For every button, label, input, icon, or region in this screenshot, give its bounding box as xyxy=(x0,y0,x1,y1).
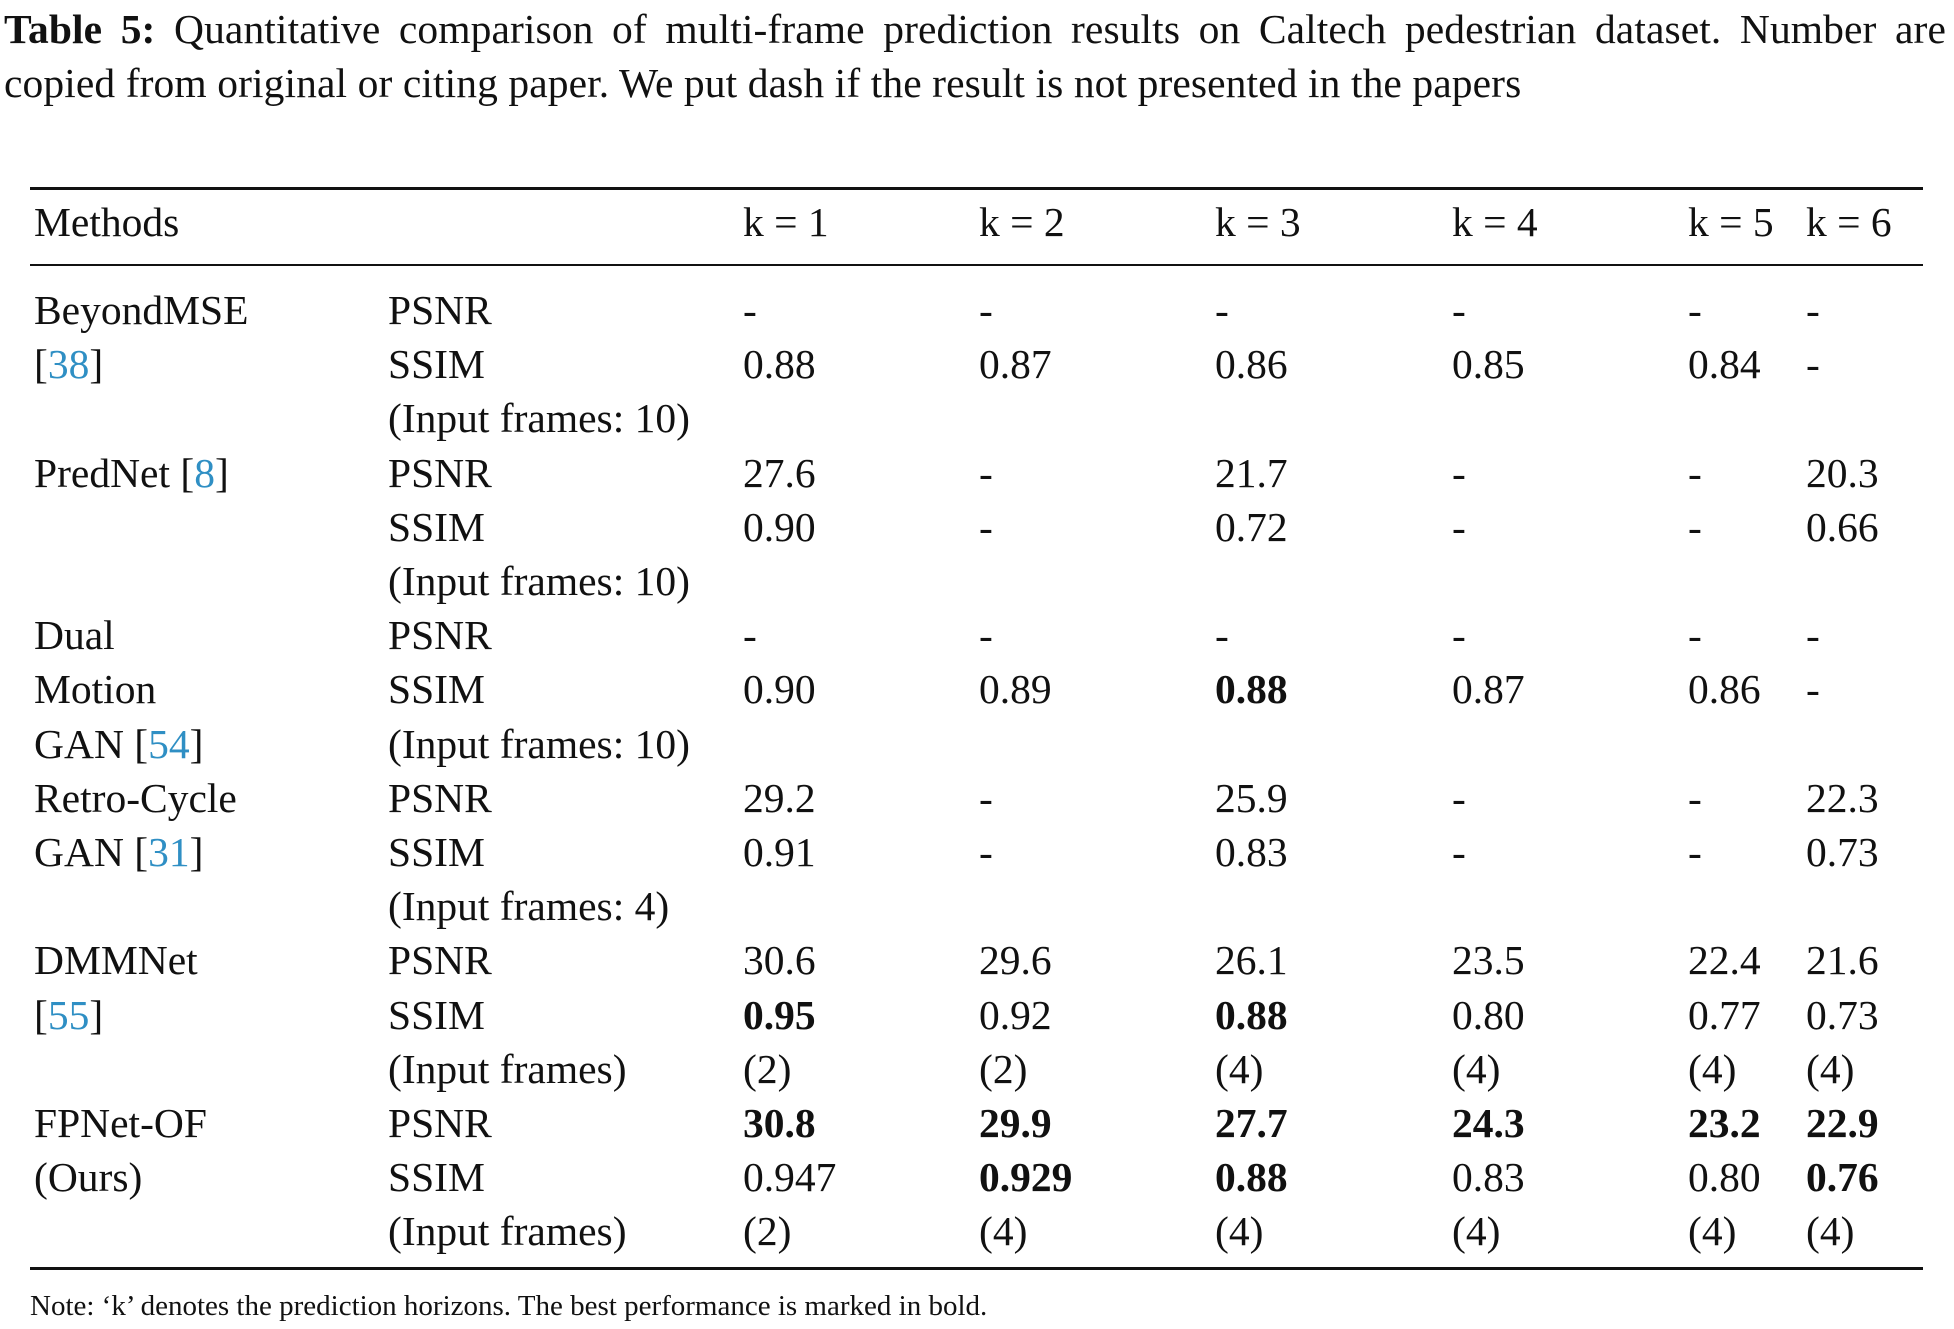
citation-link[interactable]: 8 xyxy=(194,450,215,496)
cell-r1-k4 xyxy=(1452,337,1525,391)
cell-r3-metric xyxy=(388,446,492,500)
header-k5: k = 5 xyxy=(1688,199,1774,245)
cell-text: FPNet-OF xyxy=(34,1100,207,1146)
cell-text: [ xyxy=(34,341,48,387)
cell-text: 0.90 xyxy=(743,504,816,550)
citation-link[interactable]: 54 xyxy=(148,721,190,767)
cell-r7-k6 xyxy=(1806,662,1820,716)
cell-text: 20.3 xyxy=(1806,450,1879,496)
cell-r14-k2 xyxy=(979,1042,1027,1096)
cell-r6-k3 xyxy=(1215,608,1229,662)
caption-text: Quantitative comparison of multi-frame prediction results on Caltech pedestrian dataset. Number are copied from original or citing paper. We put dash if the result is not presented in the papers xyxy=(4,6,1946,106)
cell-r2-metric xyxy=(388,391,690,445)
cell-r3-k3 xyxy=(1215,446,1288,500)
cell-r3-k5 xyxy=(1688,446,1702,500)
cell-r13-k4 xyxy=(1452,988,1525,1042)
cell-text: 0.947 xyxy=(743,1154,837,1200)
cell-text: SSIM xyxy=(388,341,485,387)
cell-r4-k6 xyxy=(1806,500,1879,554)
cell-text: - xyxy=(1688,287,1702,333)
cell-text: (Input frames: 10) xyxy=(388,558,690,604)
cell-r3-k4 xyxy=(1452,446,1466,500)
cell-r13-metric xyxy=(388,988,485,1042)
cell-r7-k5 xyxy=(1688,662,1761,716)
cell-r15-k5 xyxy=(1688,1096,1761,1150)
cell-r13-method xyxy=(34,988,103,1042)
cell-r15-metric xyxy=(388,1096,492,1150)
cell-r14-k4 xyxy=(1452,1042,1500,1096)
cell-text-suffix: ] xyxy=(189,721,204,767)
cell-text: 25.9 xyxy=(1215,775,1288,821)
cell-r12-k4 xyxy=(1452,933,1525,987)
cell-r14-k6 xyxy=(1806,1042,1854,1096)
header-k4: k = 4 xyxy=(1452,199,1538,245)
cell-text: 0.73 xyxy=(1806,992,1879,1038)
cell-text: 0.89 xyxy=(979,666,1052,712)
cell-text: SSIM xyxy=(388,1154,485,1200)
header-k1: k = 1 xyxy=(743,199,829,245)
cell-text: 0.76 xyxy=(1806,1154,1879,1200)
cell-r12-k1 xyxy=(743,933,816,987)
cell-r16-k1 xyxy=(743,1150,836,1204)
cell-r12-metric xyxy=(388,933,492,987)
cell-text: 0.90 xyxy=(743,666,816,712)
cell-r6-k1 xyxy=(743,608,757,662)
cell-text: - xyxy=(979,775,993,821)
cell-text: 27.7 xyxy=(1215,1100,1288,1146)
cell-r13-k5 xyxy=(1688,988,1761,1042)
cell-r10-k4 xyxy=(1452,825,1466,879)
citation-link[interactable]: 55 xyxy=(47,992,90,1038)
cell-text: 30.8 xyxy=(743,1100,816,1146)
header-method: Methods xyxy=(34,199,180,245)
cell-text: (4) xyxy=(1452,1046,1501,1092)
cell-r3-k6 xyxy=(1806,446,1879,500)
cell-text: - xyxy=(979,504,993,550)
cell-text: 22.4 xyxy=(1688,937,1761,983)
cell-text: 0.66 xyxy=(1806,504,1879,550)
cell-r1-k3 xyxy=(1215,337,1288,391)
cell-r12-k2 xyxy=(979,933,1052,987)
cell-r0-k2 xyxy=(979,283,993,337)
cell-text: - xyxy=(1215,612,1229,658)
cell-text: 0.87 xyxy=(1452,666,1525,712)
cell-r1-method xyxy=(34,337,103,391)
cell-text: SSIM xyxy=(388,666,485,712)
cell-r4-k1 xyxy=(743,500,816,554)
cell-r16-k4 xyxy=(1452,1150,1525,1204)
cell-text: 23.2 xyxy=(1688,1100,1761,1146)
cell-r13-k3 xyxy=(1215,988,1288,1042)
cell-r5-metric xyxy=(388,554,690,608)
cell-text: - xyxy=(1452,450,1466,496)
cell-r9-k3 xyxy=(1215,771,1288,825)
cell-text: Motion xyxy=(34,666,157,712)
cell-text: PSNR xyxy=(388,612,492,658)
cell-r0-k4 xyxy=(1452,283,1466,337)
cell-text: 0.91 xyxy=(743,829,816,875)
cell-r11-metric xyxy=(388,879,669,933)
cell-text: 21.7 xyxy=(1215,450,1288,496)
cell-r12-k3 xyxy=(1215,933,1288,987)
cell-text: - xyxy=(1688,829,1702,875)
cell-text: - xyxy=(979,450,993,496)
cell-r6-k5 xyxy=(1688,608,1702,662)
header-k2: k = 2 xyxy=(979,199,1065,245)
cell-r15-k1 xyxy=(743,1096,816,1150)
cell-r0-k6 xyxy=(1806,283,1820,337)
cell-text: - xyxy=(1806,612,1820,658)
cell-r10-method xyxy=(34,825,203,879)
cell-r17-k4 xyxy=(1452,1204,1500,1258)
cell-text: 24.3 xyxy=(1452,1100,1525,1146)
cell-text: 23.5 xyxy=(1452,937,1525,983)
cell-text: BeyondMSE xyxy=(34,287,249,333)
cell-text: 0.83 xyxy=(1215,829,1288,875)
cell-text: - xyxy=(1452,775,1466,821)
cell-text: - xyxy=(979,287,993,333)
cell-text: PSNR xyxy=(388,1100,492,1146)
cell-r15-method xyxy=(34,1096,207,1150)
cell-text: 22.3 xyxy=(1806,775,1879,821)
cell-r7-metric xyxy=(388,662,485,716)
cell-r7-k2 xyxy=(979,662,1052,716)
cell-r15-k6 xyxy=(1806,1096,1879,1150)
cell-text: (4) xyxy=(1688,1208,1737,1254)
cell-r15-k2 xyxy=(979,1096,1052,1150)
cell-r1-metric xyxy=(388,337,485,391)
cell-r8-method xyxy=(34,717,203,771)
cell-text: 0.80 xyxy=(1452,992,1525,1038)
cell-text: 29.6 xyxy=(979,937,1052,983)
cell-text: 0.95 xyxy=(743,992,816,1038)
cell-r3-method xyxy=(34,446,229,500)
cell-r16-method xyxy=(34,1150,142,1204)
cell-text: - xyxy=(1806,287,1820,333)
cell-text: 21.6 xyxy=(1806,937,1879,983)
cell-text-suffix: ] xyxy=(89,341,104,387)
cell-text: 0.88 xyxy=(743,341,816,387)
cell-r17-k3 xyxy=(1215,1204,1263,1258)
cell-text: - xyxy=(1452,829,1466,875)
cell-text: - xyxy=(743,612,757,658)
cell-r7-method xyxy=(34,662,156,716)
cell-r16-k2 xyxy=(979,1150,1072,1204)
cell-r14-k1 xyxy=(743,1042,791,1096)
cell-r13-k1 xyxy=(743,988,816,1042)
citation-link[interactable]: 31 xyxy=(148,829,190,875)
cell-text: 0.87 xyxy=(979,341,1052,387)
citation-link[interactable]: 38 xyxy=(47,341,90,387)
cell-text: - xyxy=(1688,504,1702,550)
cell-r12-k6 xyxy=(1806,933,1879,987)
cell-text: (Input frames: 4) xyxy=(388,883,670,929)
cell-r0-k3 xyxy=(1215,283,1229,337)
cell-text: (4) xyxy=(1806,1208,1855,1254)
cell-r0-k1 xyxy=(743,283,757,337)
cell-r1-k6 xyxy=(1806,337,1820,391)
cell-r16-k3 xyxy=(1215,1150,1288,1204)
cell-text: 29.9 xyxy=(979,1100,1052,1146)
cell-text: 26.1 xyxy=(1215,937,1288,983)
cell-r9-k5 xyxy=(1688,771,1702,825)
cell-r3-k2 xyxy=(979,446,993,500)
cell-text: Retro-Cycle xyxy=(34,775,237,821)
table-note: Note: ‘k’ denotes the prediction horizons. The best performance is marked in bold. xyxy=(30,1290,988,1322)
table-bottom-rule xyxy=(30,1267,1923,1270)
cell-text: (Input frames: 10) xyxy=(388,721,690,767)
cell-r15-k4 xyxy=(1452,1096,1525,1150)
cell-r13-k6 xyxy=(1806,988,1879,1042)
cell-text: 0.929 xyxy=(979,1154,1073,1200)
cell-text: 0.86 xyxy=(1215,341,1288,387)
cell-r17-metric xyxy=(388,1204,627,1258)
cell-text: (2) xyxy=(743,1208,792,1254)
cell-r9-metric xyxy=(388,771,492,825)
cell-r14-k3 xyxy=(1215,1042,1263,1096)
cell-text: - xyxy=(979,612,993,658)
cell-text: [ xyxy=(34,992,48,1038)
cell-r10-k3 xyxy=(1215,825,1288,879)
cell-r14-k5 xyxy=(1688,1042,1736,1096)
cell-text: PSNR xyxy=(388,775,492,821)
cell-r3-k1 xyxy=(743,446,816,500)
cell-text: Dual xyxy=(34,612,115,658)
cell-r17-k1 xyxy=(743,1204,791,1258)
cell-text: (4) xyxy=(1688,1046,1737,1092)
cell-text: 0.73 xyxy=(1806,829,1879,875)
cell-text: (Input frames) xyxy=(388,1208,627,1254)
cell-text: (4) xyxy=(1452,1208,1501,1254)
cell-text: 0.92 xyxy=(979,992,1052,1038)
cell-text: - xyxy=(979,829,993,875)
cell-text: (4) xyxy=(1215,1208,1264,1254)
cell-text: SSIM xyxy=(388,829,485,875)
header-k6: k = 6 xyxy=(1806,199,1892,245)
cell-r6-k4 xyxy=(1452,608,1466,662)
cell-text: (4) xyxy=(1215,1046,1264,1092)
cell-text: 0.85 xyxy=(1452,341,1525,387)
cell-r9-k6 xyxy=(1806,771,1879,825)
cell-text: 0.84 xyxy=(1688,341,1761,387)
cell-text: - xyxy=(1806,341,1820,387)
cell-text: (Ours) xyxy=(34,1154,143,1200)
cell-text: - xyxy=(1452,287,1466,333)
cell-r0-k5 xyxy=(1688,283,1702,337)
cell-text: SSIM xyxy=(388,992,485,1038)
cell-text: - xyxy=(1688,612,1702,658)
cell-r7-k4 xyxy=(1452,662,1525,716)
cell-r17-k5 xyxy=(1688,1204,1736,1258)
cell-text: - xyxy=(1806,666,1820,712)
cell-text: 0.83 xyxy=(1452,1154,1525,1200)
cell-text: 0.86 xyxy=(1688,666,1761,712)
cell-r4-k3 xyxy=(1215,500,1288,554)
cell-text: 22.9 xyxy=(1806,1100,1879,1146)
cell-r1-k5 xyxy=(1688,337,1761,391)
cell-text: - xyxy=(743,287,757,333)
cell-text: 27.6 xyxy=(743,450,816,496)
cell-text: GAN [ xyxy=(34,721,149,767)
cell-text: (2) xyxy=(743,1046,792,1092)
cell-r10-k1 xyxy=(743,825,816,879)
cell-r15-k3 xyxy=(1215,1096,1288,1150)
cell-r10-k2 xyxy=(979,825,993,879)
table-top-rule xyxy=(30,187,1923,190)
cell-r9-k1 xyxy=(743,771,816,825)
header-k3: k = 3 xyxy=(1215,199,1301,245)
cell-text: 0.88 xyxy=(1215,666,1288,712)
cell-text-suffix: ] xyxy=(189,829,204,875)
cell-text: 30.6 xyxy=(743,937,816,983)
cell-text: 0.77 xyxy=(1688,992,1761,1038)
cell-r1-k2 xyxy=(979,337,1052,391)
cell-r10-metric xyxy=(388,825,485,879)
cell-r4-k4 xyxy=(1452,500,1466,554)
cell-text: (2) xyxy=(979,1046,1028,1092)
cell-r4-metric xyxy=(388,500,485,554)
cell-r13-k2 xyxy=(979,988,1052,1042)
table-header-rule xyxy=(30,264,1923,266)
cell-r10-k5 xyxy=(1688,825,1702,879)
table-caption xyxy=(4,2,1946,110)
cell-r9-k2 xyxy=(979,771,993,825)
cell-r9-method xyxy=(34,771,237,825)
cell-text: PSNR xyxy=(388,287,492,333)
cell-text: (Input frames) xyxy=(388,1046,627,1092)
cell-text: SSIM xyxy=(388,504,485,550)
cell-r12-method xyxy=(34,933,198,987)
cell-text: PSNR xyxy=(388,937,492,983)
cell-text-suffix: ] xyxy=(89,992,104,1038)
cell-r14-metric xyxy=(388,1042,627,1096)
cell-r7-k3 xyxy=(1215,662,1288,716)
cell-r10-k6 xyxy=(1806,825,1879,879)
cell-text: 0.88 xyxy=(1215,992,1288,1038)
cell-text: 0.88 xyxy=(1215,1154,1288,1200)
cell-text: - xyxy=(1688,450,1702,496)
cell-r8-metric xyxy=(388,717,690,771)
cell-text: (Input frames: 10) xyxy=(388,395,690,441)
cell-r16-metric xyxy=(388,1150,485,1204)
caption-label: Table 5: xyxy=(4,6,156,52)
cell-text: (4) xyxy=(1806,1046,1855,1092)
cell-r6-k6 xyxy=(1806,608,1820,662)
cell-r16-k5 xyxy=(1688,1150,1761,1204)
cell-r0-metric xyxy=(388,283,492,337)
cell-text: 0.72 xyxy=(1215,504,1288,550)
cell-text: 0.80 xyxy=(1688,1154,1761,1200)
cell-text: PredNet [ xyxy=(34,450,195,496)
cell-r16-k6 xyxy=(1806,1150,1879,1204)
cell-text: - xyxy=(1215,287,1229,333)
cell-text: (4) xyxy=(979,1208,1028,1254)
cell-r6-k2 xyxy=(979,608,993,662)
cell-r12-k5 xyxy=(1688,933,1761,987)
cell-text: - xyxy=(1452,612,1466,658)
cell-r17-k2 xyxy=(979,1204,1027,1258)
cell-r4-k5 xyxy=(1688,500,1702,554)
cell-text: PSNR xyxy=(388,450,492,496)
cell-text: - xyxy=(1452,504,1466,550)
cell-text: 29.2 xyxy=(743,775,816,821)
cell-r4-k2 xyxy=(979,500,993,554)
cell-r7-k1 xyxy=(743,662,816,716)
cell-text: - xyxy=(1688,775,1702,821)
cell-text: GAN [ xyxy=(34,829,149,875)
cell-text: DMMNet xyxy=(34,937,198,983)
cell-r1-k1 xyxy=(743,337,816,391)
cell-r6-method xyxy=(34,608,115,662)
cell-r9-k4 xyxy=(1452,771,1466,825)
cell-r0-method xyxy=(34,283,248,337)
cell-text-suffix: ] xyxy=(214,450,229,496)
cell-r17-k6 xyxy=(1806,1204,1854,1258)
cell-r6-metric xyxy=(388,608,492,662)
